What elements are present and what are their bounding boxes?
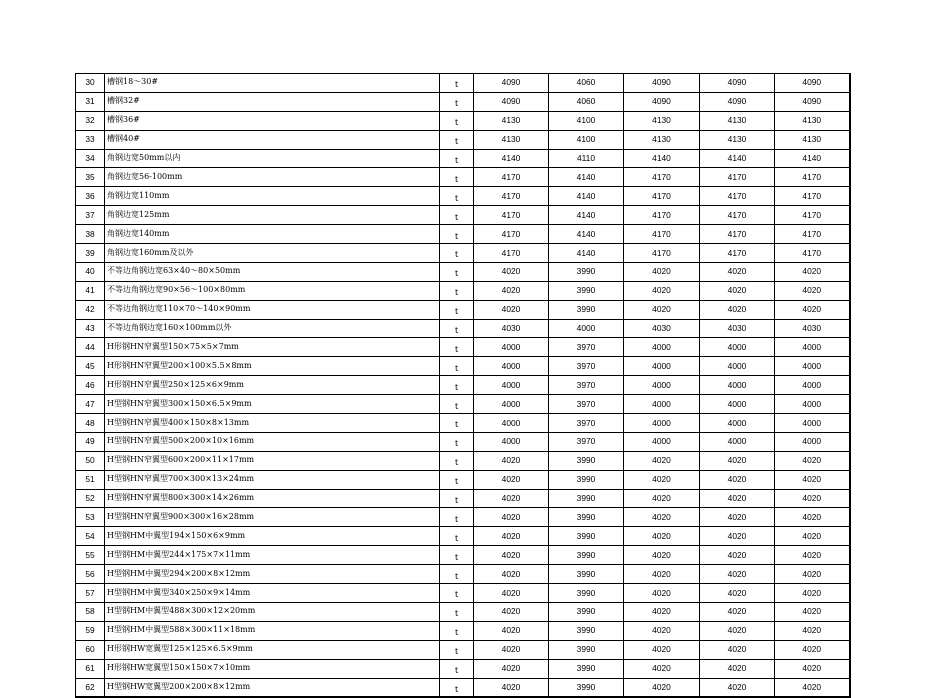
price-cell: 4090 [775,92,850,111]
table-row [76,319,850,338]
price-cell: 4000 [700,357,775,376]
unit-cell: t [440,206,474,225]
row-number: 62 [76,678,105,697]
material-name: H形钢HN窄翼型250×125×6×9mm [105,376,440,395]
price-cell: 4000 [700,376,775,395]
unit-cell: t [440,678,474,697]
table-row [76,244,850,263]
price-cell: 4170 [775,225,850,244]
price-cell: 4030 [624,319,700,338]
material-name: H型钢HN窄翼型500×200×10×16mm [105,432,440,451]
unit-cell: t [440,432,474,451]
price-cell: 4020 [624,602,700,621]
unit-cell: t [440,111,474,130]
row-number: 36 [76,187,105,206]
price-cell: 3970 [549,432,624,451]
unit-cell: t [440,659,474,678]
row-number: 47 [76,395,105,414]
price-cell: 4020 [700,621,775,640]
price-cell: 4020 [624,451,700,470]
price-cell: 4170 [775,244,850,263]
table-row [76,187,850,206]
row-number: 60 [76,640,105,659]
material-name: 角钢边宽110mm [105,187,440,206]
price-cell: 4020 [700,640,775,659]
unit-cell: t [440,621,474,640]
price-cell: 4020 [624,640,700,659]
price-cell: 4130 [775,111,850,130]
price-cell: 4020 [474,546,549,565]
row-number: 53 [76,508,105,527]
price-cell: 4090 [700,92,775,111]
price-cell: 4020 [775,602,850,621]
price-cell: 4020 [474,678,549,697]
price-cell: 4000 [624,357,700,376]
price-cell: 4020 [474,300,549,319]
table-row [76,338,850,357]
price-cell: 3970 [549,338,624,357]
price-cell: 4020 [474,470,549,489]
price-cell: 4020 [700,470,775,489]
table-row [76,489,850,508]
table-row [76,168,850,187]
price-cell: 4000 [775,432,850,451]
price-cell: 4090 [775,74,850,93]
price-cell: 4020 [700,659,775,678]
price-cell: 4020 [624,565,700,584]
price-cell: 4000 [700,395,775,414]
row-number: 34 [76,149,105,168]
price-cell: 4170 [474,168,549,187]
price-cell: 4020 [700,508,775,527]
price-cell: 4020 [700,584,775,603]
table-row [76,74,850,93]
price-cell: 4000 [775,338,850,357]
price-cell: 4030 [775,319,850,338]
price-cell: 3990 [549,584,624,603]
table-row [76,508,850,527]
price-cell: 4000 [474,376,549,395]
material-name: H型钢HM中翼型244×175×7×11mm [105,546,440,565]
material-name: H型钢HM中翼型488×300×12×20mm [105,602,440,621]
price-cell: 4020 [624,470,700,489]
price-cell: 4170 [700,206,775,225]
material-name: H型钢HN窄翼型800×300×14×26mm [105,489,440,508]
price-cell: 4170 [624,187,700,206]
unit-cell: t [440,565,474,584]
price-cell: 4000 [775,376,850,395]
price-cell: 4020 [624,546,700,565]
unit-cell: t [440,187,474,206]
price-cell: 4170 [474,187,549,206]
row-number: 42 [76,300,105,319]
price-cell: 3990 [549,451,624,470]
unit-cell: t [440,640,474,659]
price-cell: 3990 [549,508,624,527]
price-cell: 4020 [775,584,850,603]
table-row [76,111,850,130]
price-cell: 4020 [474,640,549,659]
price-cell: 4020 [474,621,549,640]
unit-cell: t [440,168,474,187]
table-row [76,546,850,565]
price-cell: 3970 [549,414,624,433]
table-row [76,395,850,414]
price-cell: 4020 [474,508,549,527]
price-cell: 4020 [775,546,850,565]
table-row [76,602,850,621]
row-number: 44 [76,338,105,357]
price-cell: 3990 [549,300,624,319]
price-cell: 4170 [775,168,850,187]
unit-cell: t [440,300,474,319]
price-cell: 4000 [624,395,700,414]
price-cell: 3990 [549,262,624,281]
material-name: 角钢边宽160mm及以外 [105,244,440,263]
table-row [76,451,850,470]
price-cell: 3990 [549,621,624,640]
price-cell: 4020 [700,262,775,281]
price-cell: 4170 [624,244,700,263]
table-row [76,414,850,433]
material-name: 不等边角钢边宽110×70～140×90mm [105,300,440,319]
price-cell: 4130 [700,130,775,149]
price-cell: 3990 [549,281,624,300]
price-cell: 3990 [549,527,624,546]
material-name: 槽钢32# [105,92,440,111]
price-cell: 4140 [549,244,624,263]
material-name: 角钢边宽56-100mm [105,168,440,187]
material-name: 不等边角钢边宽90×56～100×80mm [105,281,440,300]
unit-cell: t [440,395,474,414]
table-row [76,376,850,395]
price-cell: 4090 [474,74,549,93]
price-cell: 4000 [700,432,775,451]
row-number: 38 [76,225,105,244]
price-cell: 3990 [549,602,624,621]
price-cell: 4090 [624,92,700,111]
price-cell: 4110 [549,149,624,168]
material-name: 槽钢36# [105,111,440,130]
price-cell: 4030 [700,319,775,338]
price-cell: 4170 [624,168,700,187]
price-cell: 4140 [474,149,549,168]
price-cell: 3970 [549,376,624,395]
price-cell: 4020 [700,602,775,621]
row-number: 33 [76,130,105,149]
price-cell: 4060 [549,74,624,93]
price-cell: 4000 [474,357,549,376]
material-name: H形钢HN窄翼型200×100×5.5×8mm [105,357,440,376]
price-cell: 4020 [700,489,775,508]
price-cell: 4170 [700,225,775,244]
row-number: 59 [76,621,105,640]
price-cell: 4000 [624,376,700,395]
row-number: 58 [76,602,105,621]
price-cell: 4020 [775,262,850,281]
price-cell: 4000 [474,414,549,433]
price-cell: 3990 [549,640,624,659]
price-cell: 4020 [474,584,549,603]
row-number: 55 [76,546,105,565]
unit-cell: t [440,584,474,603]
price-cell: 4020 [624,489,700,508]
unit-cell: t [440,149,474,168]
table-row [76,149,850,168]
price-cell: 4130 [474,111,549,130]
material-name: H型钢HM中翼型588×300×11×18mm [105,621,440,640]
price-cell: 3990 [549,659,624,678]
unit-cell: t [440,451,474,470]
price-cell: 4130 [775,130,850,149]
material-name: H型钢HN窄翼型900×300×16×28mm [105,508,440,527]
price-cell: 4000 [474,338,549,357]
price-cell: 4000 [624,414,700,433]
material-name: H型钢HN窄翼型300×150×6.5×9mm [105,395,440,414]
price-cell: 4020 [775,678,850,697]
table-row [76,281,850,300]
row-number: 37 [76,206,105,225]
row-number: 52 [76,489,105,508]
table-row [76,659,850,678]
price-cell: 4020 [624,300,700,319]
row-number: 45 [76,357,105,376]
material-name: 角钢边宽125mm [105,206,440,225]
price-cell: 4090 [700,74,775,93]
row-number: 39 [76,244,105,263]
row-number: 43 [76,319,105,338]
price-cell: 4130 [474,130,549,149]
table-row [76,584,850,603]
price-cell: 4020 [775,659,850,678]
price-cell: 4170 [700,168,775,187]
price-cell: 4020 [474,281,549,300]
material-name: H型钢HM中翼型294×200×8×12mm [105,565,440,584]
material-name: 不等边角钢边宽63×40～80×50mm [105,262,440,281]
price-cell: 4020 [700,546,775,565]
price-cell: 4020 [474,262,549,281]
row-number: 49 [76,432,105,451]
price-cell: 4140 [775,149,850,168]
row-number: 31 [76,92,105,111]
table-row [76,357,850,376]
price-cell: 4020 [700,281,775,300]
price-cell: 4170 [775,187,850,206]
price-cell: 4130 [624,130,700,149]
row-number: 57 [76,584,105,603]
unit-cell: t [440,470,474,489]
row-number: 50 [76,451,105,470]
price-cell: 4020 [775,300,850,319]
material-name: H型钢HW宽翼型200×200×8×12mm [105,678,440,697]
material-name: H型钢HN窄翼型600×200×11×17mm [105,451,440,470]
unit-cell: t [440,546,474,565]
unit-cell: t [440,602,474,621]
price-cell: 4020 [775,470,850,489]
price-cell: 3990 [549,546,624,565]
price-table [75,73,851,698]
price-cell: 4000 [474,432,549,451]
price-cell: 4020 [474,602,549,621]
price-cell: 4020 [700,451,775,470]
price-cell: 4020 [624,262,700,281]
material-name: 角钢边宽50mm以内 [105,149,440,168]
price-cell: 4140 [549,187,624,206]
unit-cell: t [440,319,474,338]
price-cell: 4020 [700,527,775,546]
price-cell: 4170 [624,225,700,244]
price-cell: 4020 [624,527,700,546]
price-cell: 4170 [624,206,700,225]
price-cell: 4090 [624,74,700,93]
unit-cell: t [440,74,474,93]
table-row [76,300,850,319]
material-name: H型钢HN窄翼型400×150×8×13mm [105,414,440,433]
unit-cell: t [440,244,474,263]
price-cell: 4020 [775,281,850,300]
price-cell: 3990 [549,489,624,508]
material-name: H型钢HM中翼型194×150×6×9mm [105,527,440,546]
price-cell: 4020 [624,584,700,603]
price-cell: 4020 [474,527,549,546]
table-row [76,470,850,489]
price-cell: 4130 [700,111,775,130]
price-cell: 4020 [775,640,850,659]
price-cell: 4000 [700,338,775,357]
table-row [76,621,850,640]
price-cell: 4170 [700,187,775,206]
price-cell: 4170 [474,225,549,244]
unit-cell: t [440,338,474,357]
price-cell: 4020 [775,489,850,508]
unit-cell: t [440,414,474,433]
unit-cell: t [440,92,474,111]
unit-cell: t [440,262,474,281]
table-row [76,262,850,281]
unit-cell: t [440,527,474,546]
price-cell: 3970 [549,395,624,414]
unit-cell: t [440,130,474,149]
price-cell: 4020 [624,659,700,678]
price-cell: 4140 [700,149,775,168]
unit-cell: t [440,508,474,527]
price-cell: 4140 [624,149,700,168]
unit-cell: t [440,225,474,244]
price-cell: 3990 [549,565,624,584]
material-name: H型钢HN窄翼型700×300×13×24mm [105,470,440,489]
unit-cell: t [440,357,474,376]
table-body [76,74,850,698]
price-cell: 4100 [549,111,624,130]
material-name: H型钢HM中翼型340×250×9×14mm [105,584,440,603]
table-row [76,527,850,546]
price-cell: 4060 [549,92,624,111]
unit-cell: t [440,489,474,508]
table-row [76,678,850,697]
price-cell: 4140 [549,225,624,244]
table-row [76,130,850,149]
price-cell: 4020 [624,678,700,697]
table-row [76,225,850,244]
table-row [76,206,850,225]
unit-cell: t [440,281,474,300]
price-cell: 4130 [624,111,700,130]
price-cell: 4020 [775,621,850,640]
price-cell: 4000 [624,432,700,451]
price-cell: 4020 [700,300,775,319]
material-name: H形钢HW宽翼型150×150×7×10mm [105,659,440,678]
price-cell: 4020 [775,527,850,546]
price-cell: 3990 [549,470,624,489]
table-row [76,640,850,659]
table-row [76,92,850,111]
price-cell: 4020 [775,508,850,527]
row-number: 41 [76,281,105,300]
price-cell: 4000 [624,338,700,357]
price-cell: 4020 [624,508,700,527]
row-number: 32 [76,111,105,130]
table-row [76,565,850,584]
price-cell: 4000 [474,395,549,414]
price-cell: 4170 [474,206,549,225]
material-name: 槽钢40# [105,130,440,149]
material-name: H形钢HW宽翼型125×125×6.5×9mm [105,640,440,659]
price-cell: 4000 [775,357,850,376]
row-number: 35 [76,168,105,187]
price-cell: 4000 [549,319,624,338]
price-cell: 4140 [549,168,624,187]
price-cell: 4020 [474,489,549,508]
price-cell: 4000 [775,395,850,414]
material-name: 槽钢18～30# [105,74,440,93]
unit-cell: t [440,376,474,395]
row-number: 40 [76,262,105,281]
price-cell: 4140 [549,206,624,225]
price-cell: 3970 [549,357,624,376]
row-number: 56 [76,565,105,584]
row-number: 48 [76,414,105,433]
price-cell: 4020 [624,621,700,640]
price-cell: 4170 [775,206,850,225]
material-name: H形钢HN窄翼型150×75×5×7mm [105,338,440,357]
price-cell: 4100 [549,130,624,149]
material-name: 不等边角钢边宽160×100mm以外 [105,319,440,338]
row-number: 54 [76,527,105,546]
material-name: 角钢边宽140mm [105,225,440,244]
row-number: 30 [76,74,105,93]
price-cell: 4000 [700,414,775,433]
price-cell: 4020 [775,451,850,470]
table-row [76,432,850,451]
price-cell: 4020 [775,565,850,584]
price-cell: 4020 [474,451,549,470]
price-cell: 4090 [474,92,549,111]
row-number: 61 [76,659,105,678]
price-cell: 4170 [700,244,775,263]
price-cell: 4020 [474,659,549,678]
row-number: 51 [76,470,105,489]
price-cell: 4170 [474,244,549,263]
price-cell: 4020 [700,565,775,584]
price-cell: 4020 [474,565,549,584]
price-cell: 4020 [624,281,700,300]
row-number: 46 [76,376,105,395]
price-cell: 3990 [549,678,624,697]
price-cell: 4000 [775,414,850,433]
price-cell: 4030 [474,319,549,338]
price-cell: 4020 [700,678,775,697]
